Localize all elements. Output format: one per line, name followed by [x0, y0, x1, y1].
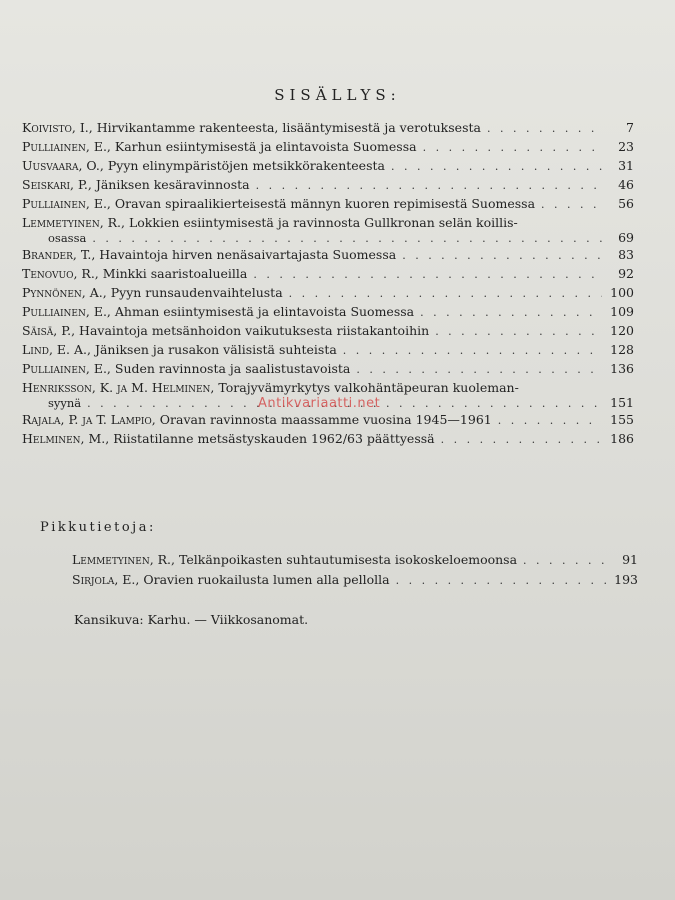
toc-title: Torajyvämyrkytys valkohäntäpeuran kuoleman-: [218, 380, 519, 395]
note-author: Lemmetyinen, R.,: [72, 552, 175, 567]
note-entry: [72, 572, 638, 592]
toc-author: Pulliainen, E.,: [22, 361, 111, 376]
leader-dots: [391, 160, 602, 173]
leader-dots: [289, 287, 602, 300]
leader-dots: [441, 433, 602, 446]
toc-author: Brander, T.,: [22, 247, 96, 262]
toc-author: Pulliainen, E.,: [22, 304, 111, 319]
toc-author: Lemmetyinen, R.,: [22, 215, 125, 230]
watermark: Antikvariaatti.net: [258, 396, 381, 411]
toc-title: Oravan ravinnosta maassamme vuosina 1945—1961: [159, 412, 492, 427]
toc-title: Jäniksen ja rusakon välisistä suhteista: [94, 342, 337, 357]
toc-entry: [22, 120, 634, 139]
notes-list: [72, 552, 638, 592]
toc-title: Minkki saaristoalueilla: [102, 266, 248, 281]
toc-title: Lokkien esiintymisestä ja ravinnosta Gullkronan selän koillis-: [128, 215, 518, 230]
toc-author: Seiskari, P.,: [22, 177, 92, 192]
toc-entry: [22, 323, 634, 342]
toc-entry: [22, 158, 634, 177]
toc-author: Uusvaara, O.,: [22, 158, 104, 173]
toc-author: Pulliainen, E.,: [22, 139, 111, 154]
notes-heading: Pikkutietoja:: [40, 520, 156, 535]
toc-page: 100: [610, 285, 634, 300]
cover-note: Kansikuva: Karhu. — Viikkosanomat.: [74, 612, 309, 627]
toc-entry: [22, 342, 634, 361]
toc-title: Havaintoja metsänhoidon vaikutuksesta riistakantoihin: [79, 323, 430, 338]
toc-author: Pulliainen, E.,: [22, 196, 111, 211]
leader-dots: [402, 249, 602, 262]
toc-title: Ahman esiintymisestä ja elintavoista Suomessa: [114, 304, 415, 319]
toc-entry: [22, 266, 634, 285]
toc-title: Hirvikantamme rakenteesta, lisääntymisestä ja verotuksesta: [96, 120, 481, 135]
toc-title: Riistatilanne metsästyskauden 1962/63 päättyessä: [113, 431, 435, 446]
toc-author: Rajala, P. ja T. Lampio,: [22, 412, 156, 427]
toc-page: 7: [626, 120, 634, 135]
toc-author: Henriksson, K. ja M. Helminen,: [22, 380, 215, 395]
toc-page: 31: [618, 158, 634, 173]
note-author: Sirjola, E.,: [72, 572, 140, 587]
contents-heading: SISÄLLYS:: [274, 86, 401, 104]
note-title: Oravien ruokailusta lumen alla pellolla: [143, 572, 390, 587]
leader-dots: [356, 363, 602, 376]
toc-entry: [22, 304, 634, 323]
toc-title-continuation: syynä: [48, 396, 82, 410]
leader-dots: [343, 344, 602, 357]
leader-dots: [498, 414, 602, 427]
toc-title: Suden ravinnosta ja saalistustavoista: [114, 361, 351, 376]
toc-entry: [22, 431, 634, 450]
note-page: 193: [614, 572, 638, 587]
leader-dots: [253, 268, 602, 281]
toc-page: 151: [610, 395, 634, 410]
toc-page: 186: [610, 431, 634, 446]
toc-page: 46: [618, 177, 634, 192]
toc-title: Havaintoja hirven nenäsaivartajasta Suomessa: [99, 247, 397, 262]
toc-title: Jäniksen kesäravinnosta: [95, 177, 250, 192]
toc-page: 109: [610, 304, 634, 319]
toc-author: Säisä, P.,: [22, 323, 76, 338]
toc-author: Tenovuo, R.,: [22, 266, 99, 281]
leader-dots: [487, 122, 602, 135]
toc-entry: [22, 247, 634, 266]
leader-dots: [541, 198, 602, 211]
toc-entry: [22, 139, 634, 158]
toc-author: Helminen, M.,: [22, 431, 110, 446]
toc-title: Oravan spiraalikierteisestä männyn kuoren repimisestä Suomessa: [114, 196, 536, 211]
toc-entry: [22, 412, 634, 431]
toc-title: Pyyn elinympäristöjen metsikkörakenteesta: [107, 158, 385, 173]
leader-dots: [420, 306, 602, 319]
leader-dots: [523, 554, 606, 567]
toc-author: Lind, E. A.,: [22, 342, 91, 357]
leader-dots: [92, 232, 602, 245]
toc-author: Koivisto, I.,: [22, 120, 93, 135]
toc-page: 155: [610, 412, 634, 427]
toc-page: 83: [618, 247, 634, 262]
leader-dots: [423, 141, 602, 154]
toc-title: Pyyn runsaudenvaihtelusta: [110, 285, 283, 300]
toc-title: Karhun esiintymisestä ja elintavoista Suomessa: [114, 139, 417, 154]
toc-author: Pynnönen, A.,: [22, 285, 107, 300]
note-title: Telkänpoikasten suhtautumisesta isokoskeloemoonsa: [178, 552, 518, 567]
toc-page: 128: [610, 342, 634, 357]
toc-entry-continuation: [22, 230, 634, 247]
note-page: 91: [622, 552, 638, 567]
toc-page: 56: [618, 196, 634, 211]
toc-page: 23: [618, 139, 634, 154]
toc-page: 136: [610, 361, 634, 376]
leader-dots: [256, 179, 602, 192]
leader-dots: [435, 325, 602, 338]
toc-page: 69: [618, 230, 634, 245]
toc-entry: [22, 177, 634, 196]
toc-entry: [22, 196, 634, 215]
leader-dots: [396, 574, 606, 587]
note-entry: [72, 552, 638, 572]
toc-entry: [22, 361, 634, 380]
toc-title-continuation: osassa: [48, 231, 87, 245]
toc-page: 92: [618, 266, 634, 281]
toc-page: 120: [610, 323, 634, 338]
toc-entry: [22, 285, 634, 304]
